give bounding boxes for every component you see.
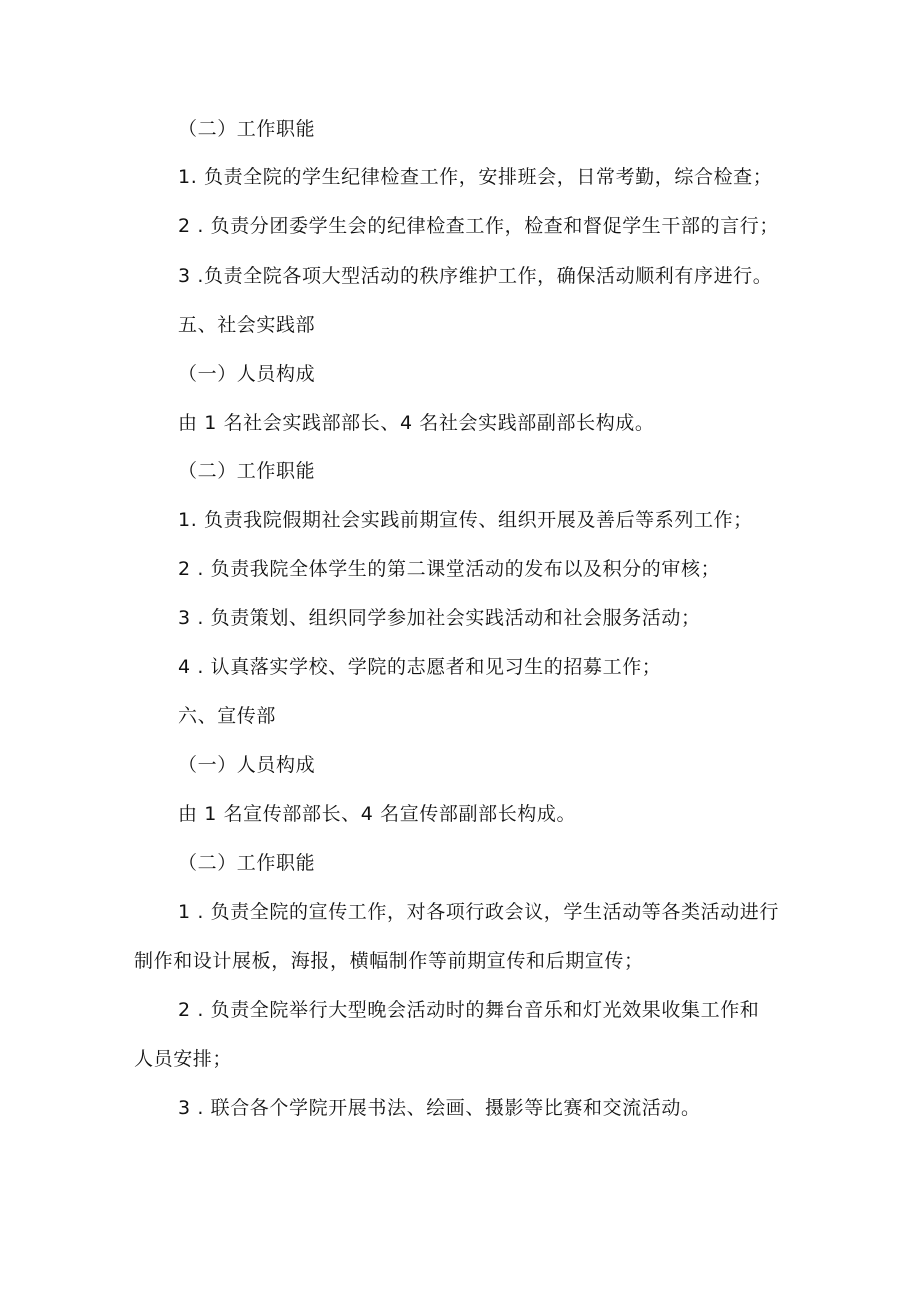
subheading-work-functions: （二）工作职能	[178, 852, 316, 874]
subheading-staff-composition: （一）人员构成	[178, 754, 316, 776]
subheading-work-functions: （二）工作职能	[178, 118, 316, 140]
paragraph-item-1: 1. 负责全院的学生纪律检查工作，安排班会，日常考勤，综合检查；	[178, 166, 773, 188]
section-heading-social-practice: 五、社会实践部	[178, 314, 316, 336]
paragraph-item-3: 3 . 负责策划、组织同学参加社会实践活动和社会服务活动；	[178, 607, 701, 629]
paragraph-item-2: 2 . 负责分团委学生会的纪律检查工作，检查和督促学生干部的言行；	[178, 215, 780, 237]
paragraph-item-1-continued: 制作和设计展板，海报，横幅制作等前期宣传和后期宣传；	[134, 950, 644, 972]
paragraph-item-2-continued: 人员安排；	[134, 1048, 233, 1070]
paragraph-item-2: 2 . 负责全院举行大型晚会活动时的舞台音乐和灯光效果收集工作和	[178, 999, 760, 1021]
paragraph-item-4: 4 . 认真落实学校、学院的志愿者和见习生的招募工作；	[178, 656, 662, 678]
paragraph-item-3: 3 . 联合各个学院开展书法、绘画、摄影等比赛和交流活动。	[178, 1097, 701, 1119]
paragraph-staff-composition: 由 1 名宣传部部长、4 名宣传部副部长构成。	[178, 803, 577, 825]
paragraph-staff-composition: 由 1 名社会实践部部长、4 名社会实践部副部长构成。	[178, 412, 655, 434]
subheading-work-functions: （二）工作职能	[178, 460, 316, 482]
paragraph-item-2: 2 . 负责我院全体学生的第二课堂活动的发布以及积分的审核；	[178, 558, 721, 580]
section-heading-publicity: 六、宣传部	[178, 705, 277, 727]
subheading-staff-composition: （一）人员构成	[178, 363, 316, 385]
paragraph-item-3: 3 .负责全院各项大型活动的秩序维护工作，确保活动顺利有序进行。	[178, 265, 773, 287]
paragraph-item-1: 1 . 负责全院的宣传工作，对各项行政会议，学生活动等各类活动进行	[178, 901, 780, 923]
paragraph-item-1: 1. 负责我院假期社会实践前期宣传、组织开展及善后等系列工作；	[178, 509, 753, 531]
